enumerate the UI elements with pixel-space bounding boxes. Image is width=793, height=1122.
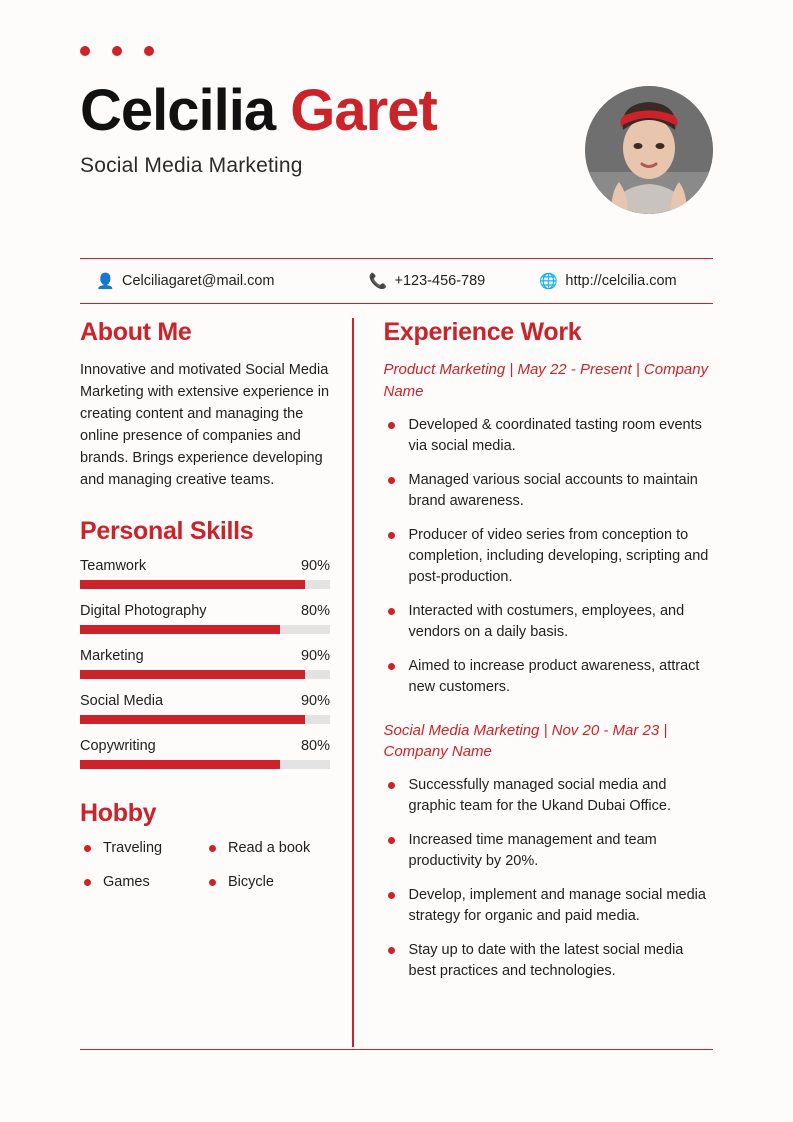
bullet-icon xyxy=(388,837,395,844)
hobby-label: Read a book xyxy=(228,840,311,857)
list-item xyxy=(205,840,330,856)
first-name: Celcilia xyxy=(80,78,276,143)
list-item xyxy=(384,525,714,588)
duty-text: Managed various social accounts to maintain brand awareness. xyxy=(408,471,698,509)
experience-title: Experience Work xyxy=(383,318,582,346)
skill-label: Social Media xyxy=(80,693,164,710)
hobby-label: Bicycle xyxy=(228,874,274,891)
person-icon: 👤 xyxy=(96,272,115,290)
bullet-icon xyxy=(84,879,91,886)
bullet-icon xyxy=(84,845,91,852)
hobby-label: Traveling xyxy=(103,840,163,857)
skill-bar-fill xyxy=(80,715,305,724)
skill-value: 90% xyxy=(300,693,330,710)
about-text: Innovative and motivated Social Media Marketing with extensive experience in creating content and managing the online presence of companies and brands. Brings experience developing and managing creative teams. xyxy=(80,362,330,489)
skill-bar-fill xyxy=(80,760,280,769)
phone-icon: 📞 xyxy=(368,272,388,290)
list-item xyxy=(384,940,714,982)
duty-text: Producer of video series from conception to completion, including developing, scripting and post-production. xyxy=(408,526,709,585)
list-item xyxy=(384,830,714,872)
experience-job xyxy=(384,720,714,983)
bullet-icon xyxy=(209,879,216,886)
job-heading: Product Marketing | May 22 - Present | Company Name xyxy=(383,361,709,400)
bullet-icon xyxy=(388,782,395,789)
skills-title: Personal Skills xyxy=(80,517,254,546)
job-subtitle: Social Media Marketing xyxy=(80,154,303,177)
skill-bar xyxy=(80,715,330,724)
contact-email[interactable] xyxy=(80,273,359,289)
right-column xyxy=(384,318,714,1047)
skill-bar xyxy=(80,625,330,634)
list-item xyxy=(205,874,330,890)
list-item xyxy=(384,601,714,643)
avatar xyxy=(585,86,713,214)
contact-phone[interactable] xyxy=(359,273,530,289)
list-item xyxy=(384,775,714,817)
skill-bar xyxy=(80,670,330,679)
skill-bar xyxy=(80,760,330,769)
contact-website-text: http://celcilia.com xyxy=(565,273,677,289)
bullet-icon xyxy=(388,422,395,429)
job-heading: Social Media Marketing | Nov 20 - Mar 23 | Company Name xyxy=(383,721,668,761)
skill-value: 80% xyxy=(300,603,330,620)
dot-icon xyxy=(144,46,154,56)
column-divider xyxy=(352,318,354,1047)
last-name: Garet xyxy=(290,78,437,143)
hobby-section xyxy=(80,799,330,908)
contact-bar xyxy=(80,258,713,304)
duty-text: Increased time management and team productivity by 20%. xyxy=(408,832,657,870)
duty-text: Stay up to date with the latest social media best practices and technologies. xyxy=(408,942,684,980)
contact-phone-text: +123-456-789 xyxy=(394,273,486,289)
skill-item xyxy=(80,738,330,769)
skill-item xyxy=(80,558,330,589)
dot-icon xyxy=(80,46,90,56)
duty-text: Aimed to increase product awareness, attract new customers. xyxy=(408,657,700,695)
skill-bar xyxy=(80,580,330,589)
skill-bar-fill xyxy=(80,670,305,679)
skill-item xyxy=(80,603,330,634)
duty-text: Develop, implement and manage social media strategy for organic and paid media. xyxy=(408,887,706,925)
skill-value: 80% xyxy=(300,738,330,755)
dot-icon xyxy=(112,46,122,56)
duty-text: Interacted with costumers, employees, and vendors on a daily basis. xyxy=(408,602,685,640)
list-item xyxy=(384,656,714,698)
list-item xyxy=(80,840,205,856)
list-item xyxy=(80,874,205,890)
skill-value: 90% xyxy=(300,558,330,575)
contact-email-text: Celciliagaret@mail.com xyxy=(122,273,275,289)
skill-label: Teamwork xyxy=(80,558,147,575)
list-item xyxy=(384,415,714,457)
bullet-icon xyxy=(388,947,395,954)
decorative-dots xyxy=(80,46,154,56)
duty-text: Developed & coordinated tasting room events via social media. xyxy=(408,416,702,454)
skill-label: Copywriting xyxy=(80,738,156,755)
hobby-title: Hobby xyxy=(80,799,157,828)
left-column xyxy=(80,318,352,1047)
duty-text: Successfully managed social media and graphic team for the Ukand Dubai Office. xyxy=(408,777,671,815)
resume-header xyxy=(80,78,713,222)
job-duties xyxy=(384,415,714,698)
skill-bar-fill xyxy=(80,625,280,634)
footer-divider xyxy=(80,1049,713,1051)
bullet-icon xyxy=(388,532,395,539)
hobby-label: Games xyxy=(103,874,150,891)
bullet-icon xyxy=(209,845,216,852)
skill-bar-fill xyxy=(80,580,305,589)
bullet-icon xyxy=(388,608,395,615)
skill-label: Marketing xyxy=(80,648,144,665)
skill-item xyxy=(80,648,330,679)
body-columns xyxy=(80,318,713,1047)
bullet-icon xyxy=(388,477,395,484)
list-item xyxy=(384,470,714,512)
skill-value: 90% xyxy=(300,648,330,665)
about-title: About Me xyxy=(80,318,192,346)
skill-item xyxy=(80,693,330,724)
skills-section xyxy=(80,517,330,769)
bullet-icon xyxy=(388,663,395,670)
contact-website[interactable] xyxy=(529,273,713,289)
experience-job xyxy=(384,359,714,698)
bullet-icon xyxy=(388,892,395,899)
skill-label: Digital Photography xyxy=(80,603,207,620)
job-duties xyxy=(384,775,714,982)
avatar-photo xyxy=(585,86,713,214)
hobby-list xyxy=(80,840,330,908)
globe-icon: 🌐 xyxy=(539,272,559,290)
list-item xyxy=(384,885,714,927)
